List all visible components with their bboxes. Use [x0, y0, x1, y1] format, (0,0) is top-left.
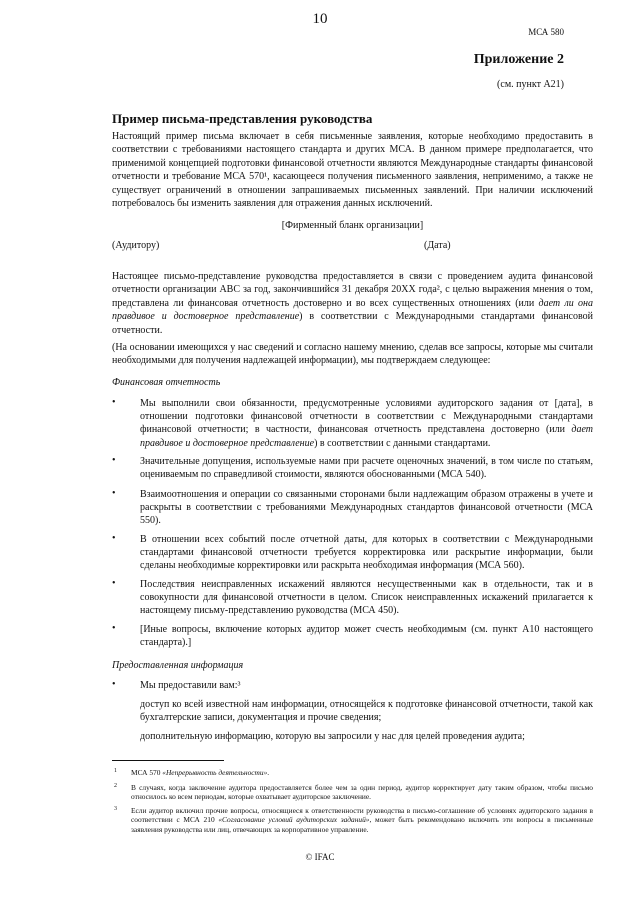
bullet: •: [112, 623, 116, 634]
footnote-italic: «Согласование условий аудиторских заданий»: [218, 815, 370, 825]
subsection-financial-statements: Финансовая отчетность: [112, 377, 221, 388]
list-item: Значительные допущения, используемые нами при расчете оценочных значений, в том числе по статьям, оцениваемым по справедливой стоимости, являются обоснованными (МСА 540).: [140, 456, 593, 481]
intro-paragraph: Настоящий пример письма включает в себя письменные заявления, которые необходимо предоставить в соответствии с требованиями настоящего стандарта и других МСА. В данном примере предполагается, что применимой концепцией подготовки финансовой отчетности являются Международные стандарты финансовой отчетности и требование МСА 570¹, касающееся получения письменного заявления, неприменимо, а также не существует ограничений в отношении запрашиваемых письменных заявлений. При наличии исключений потребовалось бы изменить заявления для отражения данных исключений.: [112, 131, 593, 210]
fs-item1-text-a: Мы выполнили свои обязанности, предусмотренные условиями аудиторского задания от [дата], в отношении подготовки финансовой отчетности в соответствии с Международными стандартами финансовой отчетности; в частности, финансовая отчетность представлена достоверно (или: [140, 398, 593, 436]
appendix-title: Приложение 2: [473, 52, 564, 67]
footnote-number: 1: [114, 768, 117, 774]
section-heading: Пример письма-представления руководства: [112, 111, 373, 126]
list-item: Последствия неисправленных искажений являются несущественными как в отдельности, так и в совокупности для финансовой отчетности в целом. Список неисправленных искажений прилагается к настоящему письму-представлению руководства (МСА 450).: [140, 579, 593, 617]
footnote-text: В случаях, когда заключение аудитора предоставляется более чем за один период, аудитор корректирует дату таким образом, чтобы письмо относилось ко всем периодам, которые охватывает аудиторское заключение.: [131, 783, 593, 802]
bullet: •: [112, 488, 116, 499]
footnote-number: 2: [114, 783, 117, 789]
footnote-text-end: .: [267, 768, 270, 777]
footnote-text: МСА 570: [131, 768, 163, 777]
appendix-reference: (см. пункт A21): [497, 79, 564, 90]
footnote-separator: [112, 760, 224, 761]
footnote-number: 3: [114, 806, 117, 812]
addressee: (Аудитору): [112, 240, 160, 251]
letter-p1-text-b: ) в соответствии с Международными стандартами финансовой отчетности.: [112, 311, 593, 336]
footnote-italic: «Непрерывность деятельности»: [162, 768, 268, 777]
bullet: •: [112, 455, 116, 466]
footnote-text: Если аудитор включил прочие вопросы, относящиеся к ответственности руководства в письмо-соглашение об условиях аудиторского задания в соответствии с МСА 210: [131, 806, 593, 825]
list-item: Взаимоотношения и операции со связанными сторонами были надлежащим образом отражены в учете и раскрыты в соответствии с требованиями Международных стандартов финансовой отчетности (МСА 550).: [140, 489, 593, 527]
footnote-2: [131, 783, 593, 802]
fs-item1-italic: дает правдивое и достоверное представление: [140, 424, 593, 449]
letter-paragraph-2: (На основании имеющихся у нас сведений и согласно нашему мнению, сделав все запросы, которые мы считали необходимыми для получения надлежащей информации), мы подтверждаем следующее:: [112, 342, 593, 367]
list-item: В отношении всех событий после отчетной даты, для которых в соответствии с Международными стандартами финансовой отчетности требуется корректировка или раскрытие информации, были сделаны необходимые корректировки или раскрыта необходимая информация (МСА 560).: [140, 534, 593, 572]
list-item: [140, 397, 593, 450]
standard-code: МСА 580: [528, 27, 564, 37]
bullet: •: [112, 679, 116, 690]
letter-p1-italic: дает ли она правдивое и достоверное представление: [112, 297, 593, 323]
footnote-3: [131, 806, 593, 834]
bullet: •: [112, 533, 116, 544]
list-item: Мы предоставили вам:³: [140, 680, 241, 691]
footnote-1: [131, 768, 593, 777]
copyright-footer: © IFAC: [305, 852, 335, 862]
letterhead-placeholder: [Фирменный бланк организации]: [281, 220, 424, 231]
letter-p1-text-a: Настоящее письмо-представление руководства предоставляется в связи с проведением аудита финансовой отчетности организации ABC за год, закончившийся 31 декабря 20XX года², с целью выражения мнения о том, представлена ли финансовая отчетность достоверно и во всех существенных отношениях (или: [112, 271, 593, 309]
fs-item1-text-b: ) в соответствии с данными стандартами.: [314, 437, 491, 449]
date-placeholder: (Дата): [424, 240, 451, 251]
list-subitem: дополнительную информацию, которую вы запросили у нас для целей проведения аудита;: [140, 731, 525, 742]
bullet: •: [112, 578, 116, 589]
page-number: 10: [312, 11, 328, 27]
list-subitem: доступ ко всей известной нам информации, относящейся к подготовке финансовой отчетности, такой как бухгалтерские записи, документация и прочие сведения;: [140, 699, 593, 724]
subsection-provided-information: Предоставленная информация: [112, 660, 244, 671]
list-item: [Иные вопросы, включение которых аудитор может счесть необходимым (см. пункт A10 настоящего стандарта).]: [140, 624, 593, 649]
footnote-text-end: , может быть рекомендовано включить эти вопросы в письменные заявления руководства или лиц, отвечающих за корпоративное управление.: [131, 815, 593, 834]
bullet: •: [112, 397, 116, 408]
letter-paragraph-1: [112, 270, 593, 337]
